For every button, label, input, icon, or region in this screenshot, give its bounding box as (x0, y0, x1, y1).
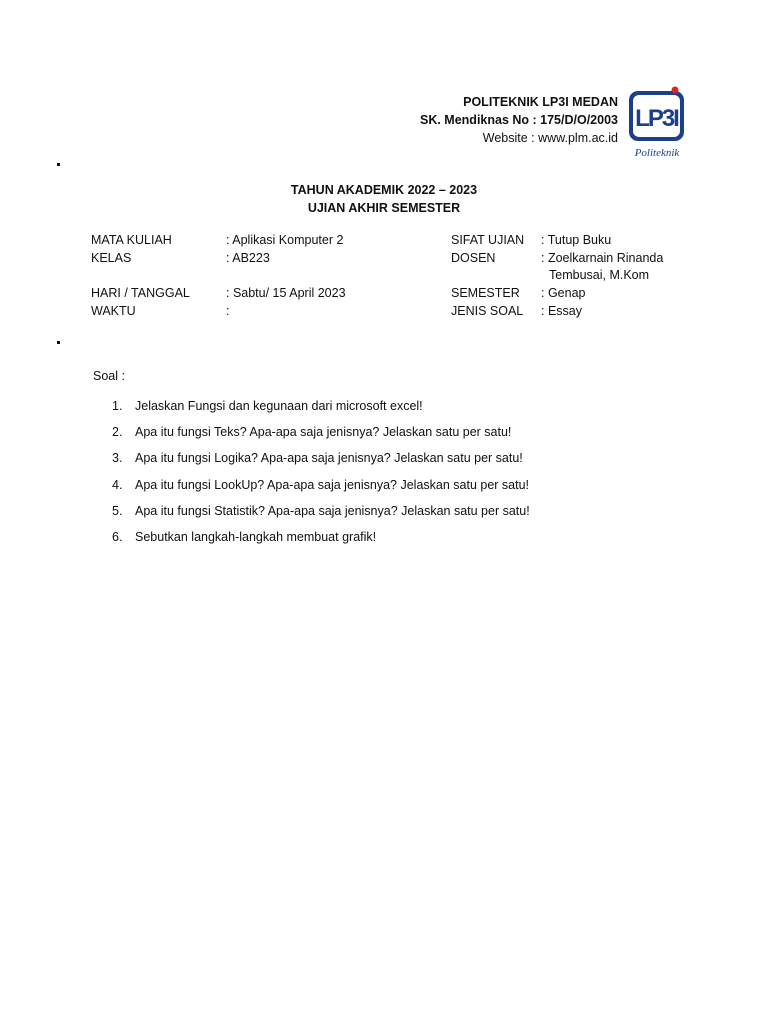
exam-type-title: UJIAN AKHIR SEMESTER (307, 201, 461, 215)
hari-tanggal-label: HARI / TANGGAL (91, 286, 190, 300)
soal-label: Soal : (93, 369, 125, 383)
question-number: 6. (112, 529, 123, 544)
kelas-value: : AB223 (226, 251, 270, 265)
mata-kuliah-label: MATA KULIAH (91, 233, 172, 247)
question-text: Sebutkan langkah-langkah membuat grafik! (135, 529, 377, 544)
question-text: Apa itu fungsi LookUp? Apa-apa saja jenisnya? Jelaskan satu per satu! (135, 477, 530, 492)
kelas-label: KELAS (91, 251, 132, 265)
question-item (112, 476, 530, 502)
dosen-value-continued: Tembusai, M.Kom (549, 268, 650, 282)
question-text: Apa itu fungsi Statistik? Apa-apa saja jenisnya? Jelaskan satu per satu! (135, 503, 530, 518)
website-value: www.plm.ac.id (538, 131, 618, 145)
semester-label: SEMESTER (451, 286, 520, 300)
academic-year-title: TAHUN AKADEMIK 2022 – 2023 (290, 183, 478, 197)
dosen-value: : Zoelkarnain Rinanda (541, 251, 664, 265)
question-number: 4. (112, 477, 123, 492)
institution-name: POLITEKNIK LP3I MEDAN (463, 95, 618, 109)
jenis-soal-label: JENIS SOAL (451, 304, 524, 318)
mata-kuliah-value: : Aplikasi Komputer 2 (226, 233, 344, 247)
bullet-mark (57, 163, 60, 166)
svg-text:Politeknik: Politeknik (634, 147, 680, 159)
dosen-label: DOSEN (451, 251, 496, 265)
question-text: Apa itu fungsi Teks? Apa-apa saja jenisnya? Jelaskan satu per satu! (135, 425, 512, 440)
question-item (112, 423, 530, 449)
question-item (112, 528, 530, 554)
question-list (112, 397, 530, 554)
waktu-value: : (226, 304, 230, 318)
institution-header (420, 93, 618, 147)
website-line (420, 129, 618, 147)
question-item (112, 397, 530, 423)
semester-value: : Genap (541, 286, 586, 300)
question-number: 2. (112, 425, 123, 440)
bullet-mark (57, 341, 60, 344)
lp3i-logo (626, 86, 688, 164)
hari-tanggal-value: : Sabtu/ 15 April 2023 (226, 286, 346, 300)
sifat-ujian-value: : Tutup Buku (541, 233, 612, 247)
question-item (112, 449, 530, 475)
question-item (112, 502, 530, 528)
question-number: 1. (112, 399, 123, 413)
website-label: Website : (482, 131, 535, 145)
question-number: 5. (112, 503, 123, 518)
sk-number: SK. Mendiknas No : 175/D/O/2003 (420, 113, 618, 127)
question-text: Apa itu fungsi Logika? Apa-apa saja jenisnya? Jelaskan satu per satu! (135, 451, 523, 466)
waktu-label: WAKTU (91, 304, 136, 318)
sifat-ujian-label: SIFAT UJIAN (451, 233, 525, 247)
svg-text:LP3I: LP3I (635, 105, 678, 132)
question-text: Jelaskan Fungsi dan kegunaan dari microsoft excel! (135, 399, 423, 413)
jenis-soal-value: : Essay (541, 304, 582, 318)
exam-titles (0, 181, 768, 217)
question-number: 3. (112, 451, 123, 466)
